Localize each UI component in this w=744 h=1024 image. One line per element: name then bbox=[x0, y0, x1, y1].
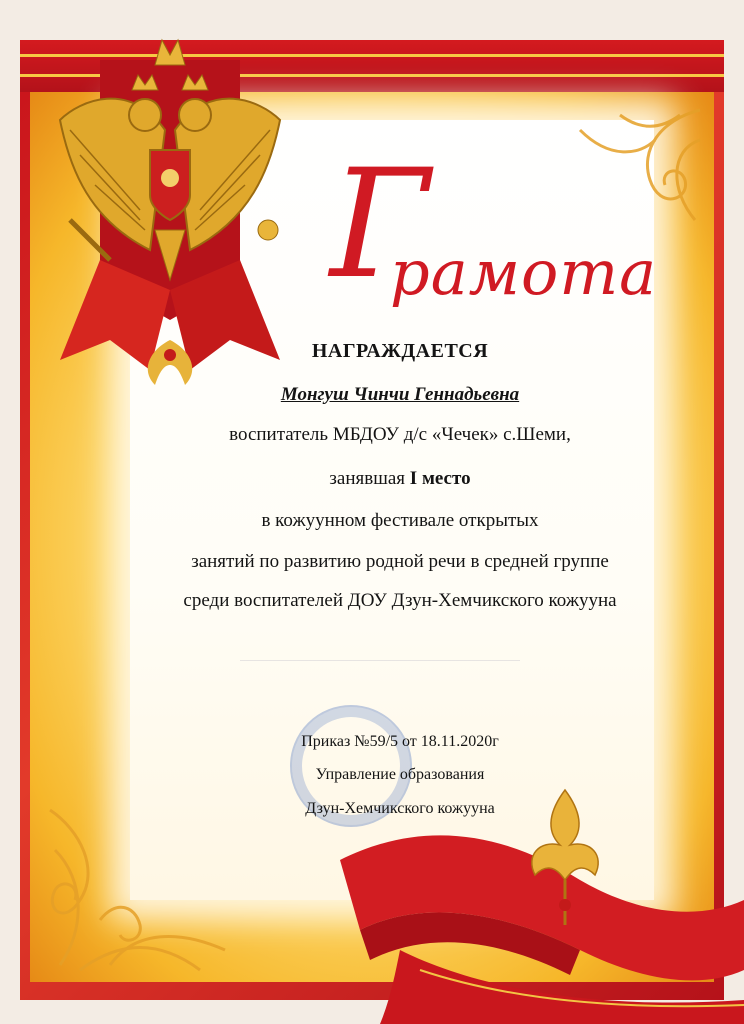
title-initial: Г bbox=[330, 138, 430, 312]
place-prefix: занявшая bbox=[329, 468, 410, 489]
order-line: Приказ №59/5 от 18.11.2020г bbox=[301, 733, 499, 750]
title-rest: рамота bbox=[390, 236, 658, 309]
recipient-role: воспитатель МБДОУ д/с «Чечек» с.Шеми, bbox=[229, 424, 571, 445]
place-value: I место bbox=[409, 468, 471, 489]
certificate-title bbox=[330, 138, 658, 312]
place-line bbox=[150, 468, 650, 490]
corner-ornament-icon bbox=[40, 790, 240, 980]
awarded-heading: НАГРАЖДАЕТСЯ bbox=[311, 340, 489, 362]
department-line: Управление образования bbox=[315, 766, 485, 783]
festival-line: в кожуунном фестивале открытых bbox=[261, 510, 539, 531]
among-line: среди воспитателей ДОУ Дзун-Хемчикского кожууна bbox=[183, 590, 617, 611]
gold-fleur-ornament-icon bbox=[520, 785, 610, 935]
bleed-through-line bbox=[240, 646, 520, 661]
recipient-name: Монгуш Чинчи Геннадьевна bbox=[280, 384, 520, 405]
classes-line: занятий по развитию родной речи в средней группе bbox=[191, 551, 609, 572]
region-line: Дзун-Хемчикского кожууна bbox=[305, 800, 495, 817]
